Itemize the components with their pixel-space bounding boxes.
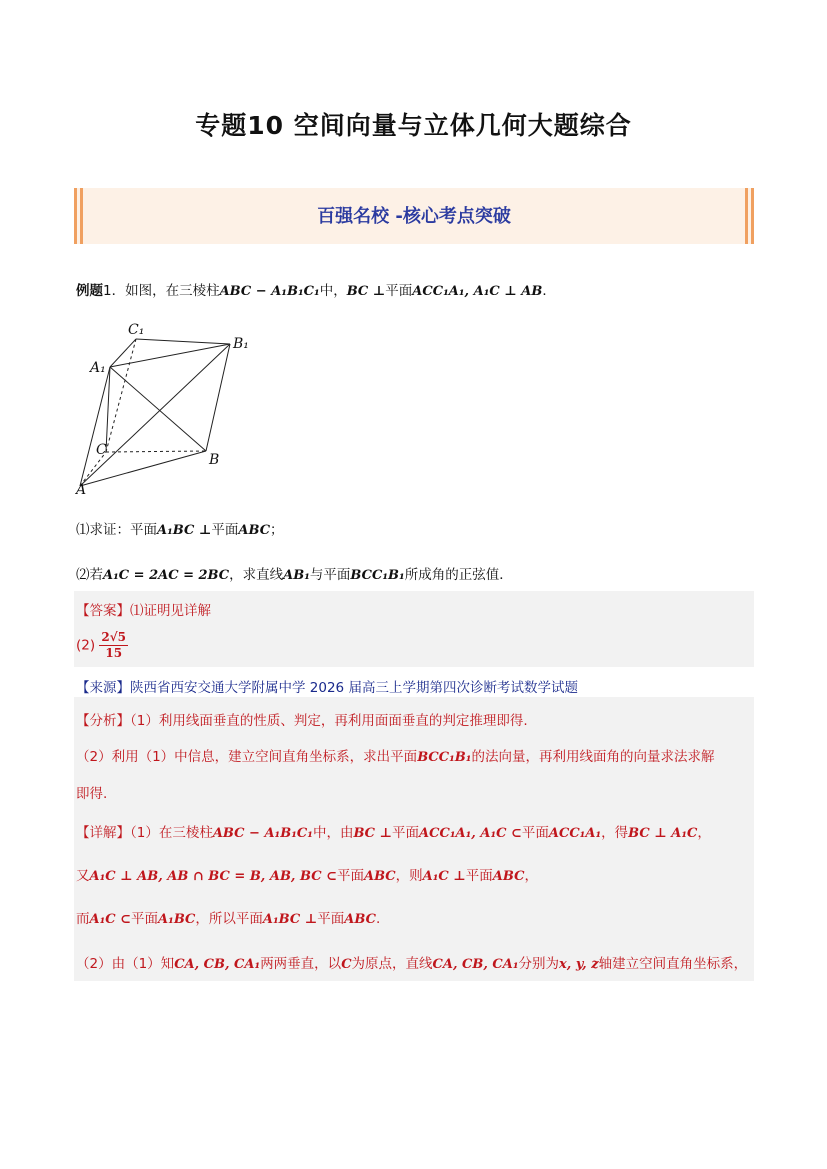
label-B1: B₁: [233, 336, 249, 352]
text: 又: [76, 868, 90, 884]
label-A1: A₁: [90, 360, 106, 376]
question-1: [76, 518, 284, 538]
detail-line-4: [76, 952, 747, 972]
text: 平面: [385, 283, 413, 299]
text: （1）利用线面垂直的性质、判定，再利用面面垂直的判定推理即得.: [130, 713, 528, 729]
text: 所成角的正弦值．: [404, 567, 513, 583]
source-line: [76, 676, 578, 696]
text: 两两垂直，以: [260, 956, 342, 972]
text: ，则: [395, 868, 423, 884]
text: ⑵若: [76, 567, 103, 583]
math: A₁C ⊂: [89, 912, 132, 927]
text: （2）由（1）知: [76, 956, 175, 972]
text: 平面: [521, 825, 549, 841]
math: A₁C = 2AC = 2BC: [103, 568, 230, 583]
example-number: 1: [103, 283, 112, 299]
analysis-tag: 【分析】: [76, 713, 130, 729]
edge-BB1: [206, 344, 230, 451]
label-B: B: [209, 452, 220, 468]
label-A: A: [76, 482, 87, 496]
detail-line-2: [76, 864, 538, 884]
text: 平面: [336, 868, 364, 884]
answer-1: ⑴证明见详解: [130, 603, 211, 619]
analysis-line-3: [76, 782, 107, 802]
answer-line-1: [76, 599, 211, 619]
math: BC ⊥: [353, 826, 393, 841]
text: ，得: [601, 825, 629, 841]
text: 分别为: [518, 956, 560, 972]
text: .: [375, 911, 381, 927]
edge-A1B: [110, 367, 206, 451]
label-C1: C₁: [128, 322, 145, 338]
text: ，所以平面: [195, 911, 263, 927]
text: ．: [542, 283, 556, 299]
text: 轴建立空间直角坐标系，: [598, 956, 748, 972]
analysis-line-2: [76, 745, 715, 765]
math: CA, CB, CA₁: [174, 957, 261, 972]
prism-figure: [70, 316, 250, 496]
source-text: 陕西省西安交通大学附属中学 2026 届高三上学期第四次诊断考试数学试题: [130, 680, 578, 696]
text: 平面: [131, 911, 159, 927]
text: ，: [524, 868, 538, 884]
text: 的法向量，再利用线面角的向量求法求解: [471, 749, 715, 765]
edge-AA1: [80, 367, 110, 486]
text: 即得.: [76, 786, 108, 802]
math: A₁C ⊥ AB, AB ∩ BC = B, AB, BC ⊂: [89, 869, 337, 884]
edge-C1B1: [136, 339, 230, 344]
label-C: C: [96, 442, 107, 458]
text: 平面: [317, 911, 345, 927]
text: ；: [270, 522, 284, 538]
math: AB₁: [283, 568, 310, 583]
page-title: 专题10 空间向量与立体几何大题综合: [195, 111, 632, 140]
text: （2）利用（1）中信息，建立空间直角坐标系，求出平面: [76, 749, 418, 765]
math: BCC₁B₁: [350, 568, 405, 583]
detail-line-1: [76, 821, 711, 841]
text: 中，由: [312, 825, 354, 841]
math: ACC₁A₁: [548, 826, 602, 841]
math: C: [341, 957, 352, 972]
source-tag: 【来源】: [76, 680, 130, 696]
section-banner: [74, 188, 754, 244]
math: x, y, z: [559, 957, 599, 972]
math: A₁BC ⊥: [157, 523, 212, 538]
math: ABC − A₁B₁C₁: [219, 284, 320, 299]
math: A₁C ⊥: [422, 869, 466, 884]
text: ．如图，在三棱柱: [111, 283, 220, 299]
text: ，求直线: [229, 567, 284, 583]
banner-title: 百强名校 -核心考点突破: [317, 206, 511, 227]
answer-2-prefix: (2): [76, 637, 96, 654]
math: CA, CB, CA₁: [432, 957, 519, 972]
answer-line-2: [76, 630, 128, 661]
example-statement: [76, 279, 556, 299]
text: （1）在三棱柱: [130, 825, 213, 841]
answer-tag: 【答案】: [76, 603, 130, 619]
text: 与平面: [309, 567, 351, 583]
edge-CB-dashed: [106, 451, 206, 452]
math: ACC₁A₁, A₁C ⊂: [419, 826, 522, 841]
example-label: 例题: [76, 283, 103, 299]
fraction-denominator: 15: [105, 646, 123, 660]
text: ⑴求证：平面: [76, 522, 157, 538]
text: 中，: [319, 283, 347, 299]
math: A₁BC: [158, 912, 196, 927]
math: ABC − A₁B₁C₁: [212, 826, 313, 841]
detail-line-3: [76, 907, 380, 927]
text: 为原点，直线: [351, 956, 433, 972]
math: A₁BC ⊥: [262, 912, 318, 927]
math: ABC: [492, 869, 525, 884]
text: 平面: [465, 868, 493, 884]
math: BC ⊥: [346, 284, 386, 299]
math: ABC: [363, 869, 396, 884]
analysis-line-1: [76, 709, 528, 729]
fraction-numerator: 2√5: [101, 630, 127, 644]
question-2: [76, 563, 513, 583]
answer-fraction: [99, 630, 128, 661]
text: 平面: [211, 522, 239, 538]
edge-CC1-dashed: [106, 339, 136, 452]
text: 平面: [392, 825, 420, 841]
math: ACC₁A₁, A₁C ⊥ AB: [412, 284, 543, 299]
math: ABC: [344, 912, 376, 927]
text: ，: [697, 825, 711, 841]
text: 而: [76, 911, 90, 927]
math: ABC: [238, 523, 271, 538]
detail-tag: 【详解】: [76, 825, 130, 841]
math: BC ⊥ A₁C: [628, 826, 698, 841]
math: BCC₁B₁: [417, 750, 472, 765]
